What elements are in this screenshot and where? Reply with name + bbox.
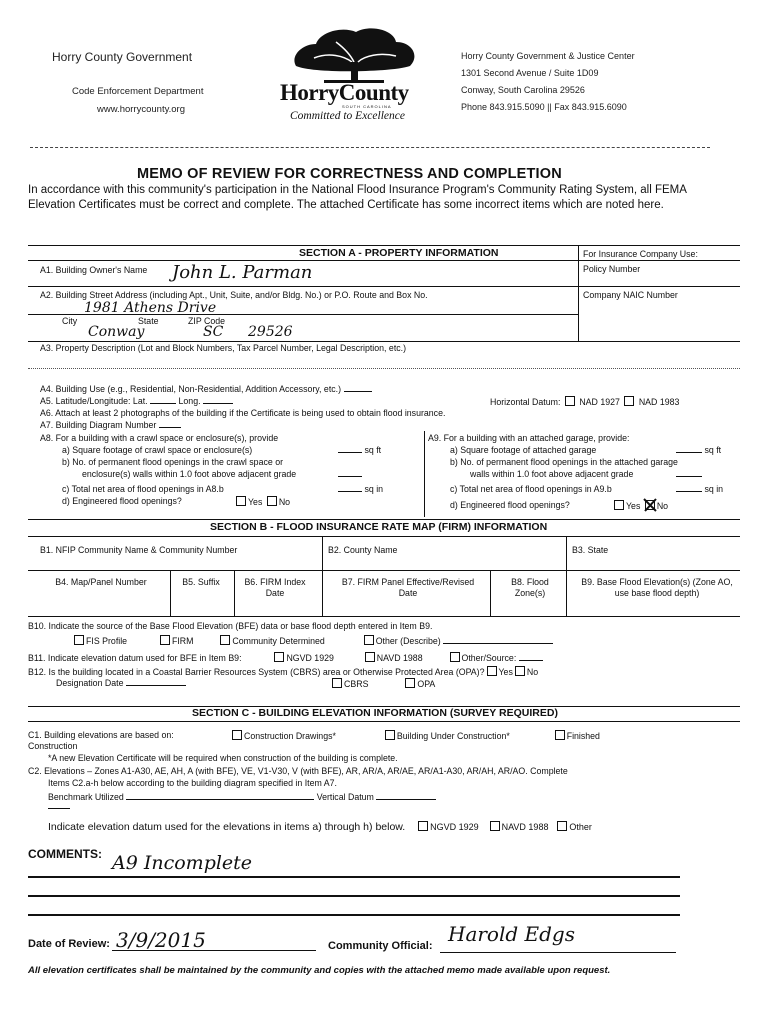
indicate-text: Indicate elevation datum used for the elevations in items a) through h) below. xyxy=(48,821,406,833)
rule xyxy=(322,570,323,616)
cbrs-opa-options xyxy=(330,678,435,689)
blank[interactable] xyxy=(676,452,702,453)
blank[interactable] xyxy=(344,391,372,392)
a1-label: A1. Building Owner's Name xyxy=(40,265,148,275)
c2-label-2: Items C2.a-h below according to the building diagram specified in Item A7. xyxy=(48,778,337,788)
b11-text: B11. Indicate elevation datum used for BFE in Item B9: xyxy=(28,653,242,663)
sq-in-label: sq in xyxy=(704,484,724,494)
b7-label: B7. FIRM Panel Effective/Revised Date xyxy=(341,577,475,598)
under-construction-label: Building Under Construction* xyxy=(396,731,510,741)
comment-line xyxy=(28,914,680,916)
blank[interactable] xyxy=(203,403,233,404)
opa-checkbox[interactable] xyxy=(405,678,415,688)
opa-label: OPA xyxy=(417,679,436,689)
a9c-label: c) Total net area of flood openings in A9.b xyxy=(450,484,612,494)
a4-text: A4. Building Use (e.g., Residential, Non-Residential, Addition Accessory, etc.) xyxy=(40,384,342,394)
c1-options xyxy=(230,730,600,741)
horry-county-logo xyxy=(280,22,424,130)
b3-label: B3. State xyxy=(572,545,609,555)
cbrs-checkbox[interactable] xyxy=(332,678,342,688)
rule xyxy=(170,570,171,616)
rule xyxy=(28,570,740,571)
a8b-label-2: enclosure(s) walls within 1.0 foot above adjacent grade xyxy=(82,469,297,479)
header-divider xyxy=(30,147,710,148)
rule xyxy=(28,616,740,617)
blank[interactable] xyxy=(676,476,702,477)
rule xyxy=(490,570,491,616)
other-source-label: Other/Source: xyxy=(461,653,517,663)
a8d-options xyxy=(234,496,290,507)
a8d-label xyxy=(62,496,182,506)
a9d-label: d) Engineered flood openings? xyxy=(450,500,570,510)
yes-label: Yes xyxy=(626,501,641,511)
nad1927-label: NAD 1927 xyxy=(579,397,620,407)
a8a-blank xyxy=(338,445,381,455)
b11-navd-checkbox[interactable] xyxy=(365,652,375,662)
policy-number-label: Policy Number xyxy=(583,264,641,274)
finished-checkbox[interactable] xyxy=(555,730,565,740)
rule xyxy=(28,519,740,520)
rule xyxy=(28,286,740,287)
a5-long-text: Long. xyxy=(178,396,201,406)
a9d-options xyxy=(612,500,668,511)
blank[interactable] xyxy=(676,491,702,492)
firm-label: FIRM xyxy=(171,636,194,646)
a9b-label: b) No. of permanent flood openings in the attached garage xyxy=(450,457,678,467)
comment-line xyxy=(28,895,680,897)
nad1983-checkbox[interactable] xyxy=(624,396,634,406)
comments-label: COMMENTS: xyxy=(28,847,102,861)
rule xyxy=(28,368,740,369)
b1-label: B1. NFIP Community Name & Community Number xyxy=(40,545,238,555)
rule xyxy=(578,260,740,261)
community-official-label: Community Official: xyxy=(328,940,433,952)
a8-label: A8. For a building with a crawl space or enclosure(s), provide xyxy=(40,433,279,443)
a7-text: A7. Building Diagram Number xyxy=(40,420,157,430)
website: www.horrycounty.org xyxy=(97,104,185,115)
rule xyxy=(28,536,740,537)
a9a-label: a) Square footage of attached garage xyxy=(450,445,597,455)
a8a-label: a) Square footage of crawl space or enclosure(s) xyxy=(62,445,253,455)
b2-label: B2. County Name xyxy=(328,545,398,555)
a9a-blank xyxy=(676,445,721,455)
rule xyxy=(28,341,740,342)
c2-label: C2. Elevations – Zones A1-A30, AE, AH, A (with BFE), VE, V1-V30, V (with BFE), AR, AR/A, AR/AE, AR/A1-A30, AR/AH, AR/AO. Complete xyxy=(28,766,568,776)
b10-label: B10. Indicate the source of the Base Flood Elevation (BFE) data or base flood depth entered in Item B9. xyxy=(28,621,433,631)
blank[interactable] xyxy=(150,403,176,404)
company-naic-label: Company NAIC Number xyxy=(583,290,678,300)
construction-drawings-label: Construction Drawings* xyxy=(244,731,336,741)
a8c-label: c) Total net area of flood openings in A8.b xyxy=(62,484,224,494)
a9c-blank xyxy=(676,484,723,494)
rule xyxy=(28,260,578,261)
b12-text: B12. Is the building located in a Coastal Barrier Resources System (CBRS) area or Otherwise Protected Area (OPA)? xyxy=(28,667,485,677)
tagline: Committed to Excellence xyxy=(290,110,405,122)
other-label: Other xyxy=(569,822,592,832)
comment-line xyxy=(28,876,680,878)
a2-label: A2. Building Street Address (including Apt., Unit, Suite, and/or Bldg. No.) or P.O. Route and Box No. xyxy=(40,290,428,300)
finished-label: Finished xyxy=(566,731,600,741)
city-label: City xyxy=(62,316,78,326)
a7-label xyxy=(40,420,181,430)
b4-label: B4. Map/Panel Number xyxy=(55,577,147,587)
rule xyxy=(322,536,323,570)
sq-in-label: sq in xyxy=(364,484,384,494)
a5-text: A5. Latitude/Longitude: Lat. xyxy=(40,396,148,406)
a4-label xyxy=(40,384,372,394)
designation-text: Designation Date xyxy=(56,678,124,688)
a8b-label: b) No. of permanent flood openings in the crawl space or xyxy=(62,457,284,467)
b8-label: B8. Flood Zone(s) xyxy=(511,577,549,598)
navd-label: NAVD 1988 xyxy=(501,822,549,832)
yes-label: Yes xyxy=(498,667,513,677)
section-c-heading: SECTION C - BUILDING ELEVATION INFORMATION (SURVEY REQUIRED) xyxy=(192,707,558,719)
nad1983-label: NAD 1983 xyxy=(638,397,680,407)
benchmark-text: Benchmark Utilized xyxy=(48,792,124,802)
designation-date-label xyxy=(56,678,186,688)
address-line: Phone 843.915.5090 || Fax 843.915.6090 xyxy=(461,102,627,112)
street-handwriting: 1981 Athens Drive xyxy=(84,300,217,316)
cbrs-label: CBRS xyxy=(344,679,369,689)
b12-label xyxy=(28,666,538,677)
blank[interactable] xyxy=(519,660,543,661)
c1-label: C1. Building elevations are based on: xyxy=(28,730,174,740)
rule xyxy=(28,245,740,246)
rule xyxy=(112,950,316,951)
fis-profile-checkbox[interactable] xyxy=(74,635,84,645)
logo-subtext: SOUTH CAROLINA xyxy=(342,104,392,109)
address-line: 1301 Second Avenue / Suite 1D09 xyxy=(461,68,599,78)
logo-wordmark: HorryCounty xyxy=(280,80,409,105)
state-label: State xyxy=(138,316,159,326)
benchmark-label xyxy=(48,792,436,802)
c1-note: *A new Elevation Certificate will be required when construction of the building is complete. xyxy=(48,753,398,763)
no-label: No xyxy=(656,501,669,511)
b6-label: B6. FIRM Index Date xyxy=(244,577,306,598)
no-label: No xyxy=(526,667,539,677)
c-ngvd-checkbox[interactable] xyxy=(418,821,428,831)
blank[interactable] xyxy=(159,427,181,428)
comment-handwriting: A9 Incomplete xyxy=(112,852,253,874)
blank[interactable] xyxy=(443,643,553,644)
c-navd-checkbox[interactable] xyxy=(490,821,500,831)
a9d-no-checkbox[interactable] xyxy=(645,500,655,510)
rule xyxy=(424,431,425,517)
zip-label: ZIP Code xyxy=(188,316,226,326)
sq-ft-label: sq ft xyxy=(364,445,382,455)
a9d-yes-checkbox[interactable] xyxy=(614,500,624,510)
ngvd-label: NGVD 1929 xyxy=(430,822,479,832)
blank[interactable] xyxy=(126,685,186,686)
b9-label: B9. Base Flood Elevation(s) (Zone AO, use base flood depth) xyxy=(581,577,733,598)
address-block xyxy=(461,48,635,116)
tree-icon xyxy=(284,22,424,84)
section-b-heading: SECTION B - FLOOD INSURANCE RATE MAP (FIRM) INFORMATION xyxy=(210,521,548,533)
b12-no-checkbox[interactable] xyxy=(515,666,525,676)
zip-handwriting: 29526 xyxy=(248,324,293,340)
rule xyxy=(566,536,567,570)
b10-options xyxy=(72,635,553,646)
address-line: Conway, South Carolina 29526 xyxy=(461,85,585,95)
rule xyxy=(566,570,567,616)
a8b-blank xyxy=(338,469,362,479)
construction-label: Construction xyxy=(28,741,78,751)
a8d-text: d) Engineered flood openings? xyxy=(62,496,182,506)
vertical-datum-label: Vertical Datum xyxy=(316,792,374,802)
fis-profile-label: FIS Profile xyxy=(86,636,128,646)
ngvd-label: NGVD 1929 xyxy=(286,653,334,663)
state-handwriting: SC xyxy=(203,324,224,340)
other-describe-checkbox[interactable] xyxy=(364,635,374,645)
rule xyxy=(28,721,740,722)
footer-note: All elevation certificates shall be maintained by the community and copies with the attached memo made available upon request. xyxy=(28,965,611,976)
insurance-use-label: For Insurance Company Use: xyxy=(583,249,698,259)
a9b-label-2: walls within 1.0 foot above adjacent grade xyxy=(470,469,634,479)
a8c-blank xyxy=(338,484,383,494)
firm-checkbox[interactable] xyxy=(160,635,170,645)
blank[interactable] xyxy=(338,452,362,453)
nad1927-checkbox[interactable] xyxy=(565,396,575,406)
b11-label xyxy=(28,652,543,663)
org-name: Horry County Government xyxy=(52,50,193,64)
a9b-blank xyxy=(676,469,702,479)
official-signature: Harold Edgs xyxy=(448,922,575,946)
other-describe-label: Other (Describe) xyxy=(375,636,441,646)
no-label: No xyxy=(278,497,291,507)
intro-paragraph: In accordance with this community's participation in the National Flood Insurance Program's Community Rating System, all FEMA Elevation Certificates must be correct and complete. The attached Certificate has some incorrect items which are noted here. xyxy=(28,184,687,211)
sq-ft-label: sq ft xyxy=(704,445,722,455)
navd-label: NAVD 1988 xyxy=(376,653,423,663)
rule xyxy=(440,952,676,953)
construction-drawings-checkbox[interactable] xyxy=(232,730,242,740)
a8d-yes-checkbox[interactable] xyxy=(236,496,246,506)
rule xyxy=(234,570,235,616)
page-title: MEMO OF REVIEW FOR CORRECTNESS AND COMPLETION xyxy=(137,166,562,182)
check-mark-icon xyxy=(642,497,658,513)
owner-name-handwriting: John L. Parman xyxy=(172,262,313,283)
date-of-review-label: Date of Review: xyxy=(28,938,110,950)
community-determined-checkbox[interactable] xyxy=(220,635,230,645)
b5-label: B5. Suffix xyxy=(182,577,220,587)
city-handwriting: Conway xyxy=(88,324,145,340)
a3-label: A3. Property Description (Lot and Block Numbers, Tax Parcel Number, Legal Description, etc.) xyxy=(40,343,407,353)
c-other-checkbox[interactable] xyxy=(557,821,567,831)
address-line: Horry County Government & Justice Center xyxy=(461,51,635,61)
department-name: Code Enforcement Department xyxy=(72,86,204,97)
b11-other-checkbox[interactable] xyxy=(450,652,460,662)
a6-label: A6. Attach at least 2 photographs of the building if the Certificate is being used to obtain flood insurance. xyxy=(40,408,446,418)
blank[interactable] xyxy=(338,491,362,492)
a8d-no-checkbox[interactable] xyxy=(267,496,277,506)
section-a-heading: SECTION A - PROPERTY INFORMATION xyxy=(299,247,499,259)
horizontal-datum xyxy=(490,396,679,407)
yes-label: Yes xyxy=(248,497,263,507)
under-construction-checkbox[interactable] xyxy=(385,730,395,740)
horizontal-datum-label: Horizontal Datum: xyxy=(490,397,561,407)
b12-yes-checkbox[interactable] xyxy=(487,666,497,676)
b11-ngvd-checkbox[interactable] xyxy=(274,652,284,662)
blank[interactable] xyxy=(126,799,314,800)
review-date-handwriting: 3/9/2015 xyxy=(116,928,206,952)
a9-label: A9. For a building with an attached garage, provide: xyxy=(428,433,630,443)
blank[interactable] xyxy=(338,476,362,477)
indicate-datum-row xyxy=(48,821,592,833)
a5-label xyxy=(40,396,233,406)
blank[interactable] xyxy=(376,799,436,800)
rule xyxy=(48,808,70,809)
rule xyxy=(28,314,578,315)
community-determined-label: Community Determined xyxy=(232,636,325,646)
